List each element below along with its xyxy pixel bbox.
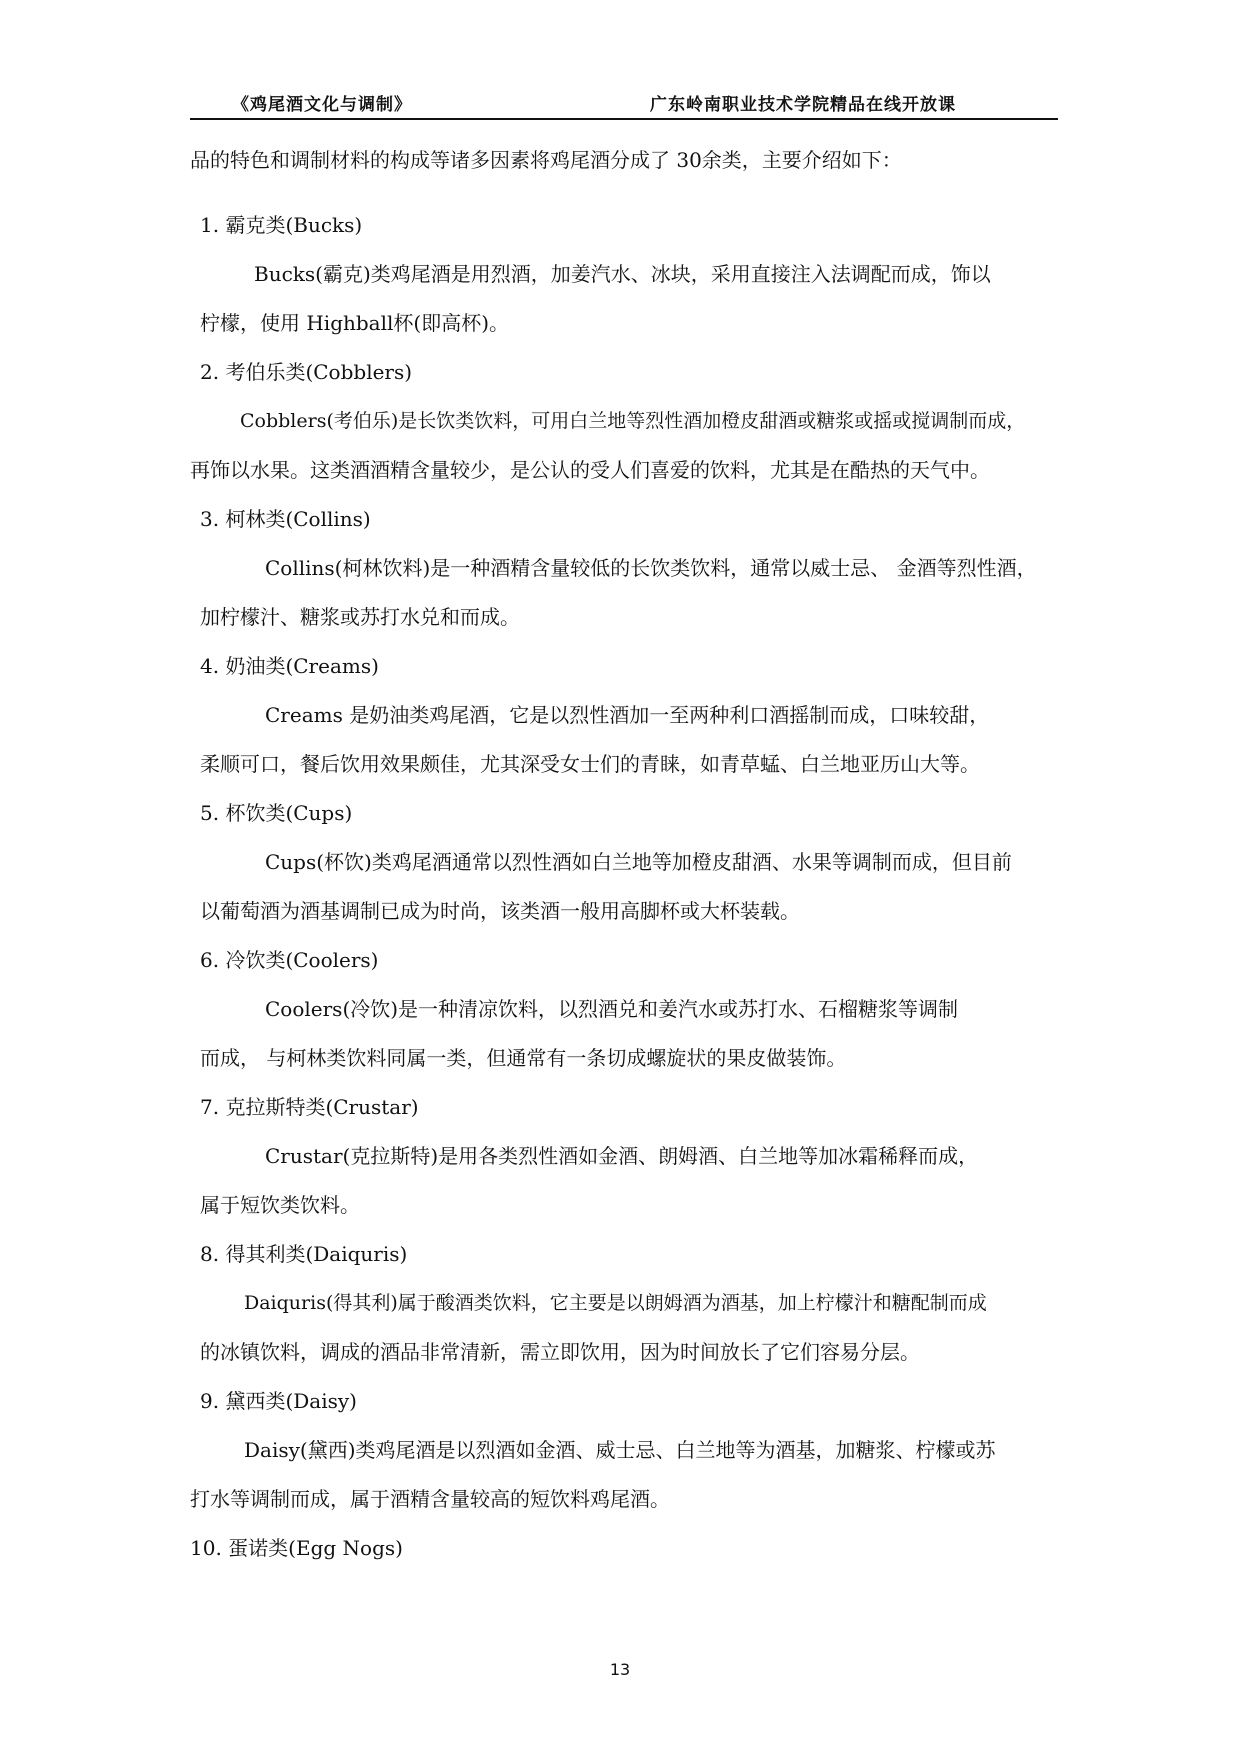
body-line: Collins(柯林饮料)是一种酒精含量较低的长饮类饮料，通常以威士忌、 金酒等烈性酒， (265, 556, 1037, 580)
body-line: 属于短饮类饮料。 (200, 1193, 360, 1217)
body-line: 加柠檬汁、糖浆或苏打水兑和而成。 (200, 605, 520, 629)
section-heading-bucks: 1. 霸克类(Bucks) (200, 213, 363, 237)
section-heading-cups: 5. 杯饮类(Cups) (200, 801, 353, 825)
body-line: Creams 是奶油类鸡尾酒，它是以烈性酒加一至两种利口酒摇制而成，口味较甜， (265, 703, 990, 727)
body-line: 以葡萄酒为酒基调制已成为时尚，该类酒一般用高脚杯或大杯装载。 (200, 899, 800, 923)
body-line: 柠檬，使用 Highball杯(即高杯)。 (200, 311, 510, 335)
body-line: Daisy(黛西)类鸡尾酒是以烈酒如金酒、威士忌、白兰地等为酒基，加糖浆、柠檬或苏 (244, 1438, 996, 1462)
section-heading-collins: 3. 柯林类(Collins) (200, 507, 371, 531)
body-line: 品的特色和调制材料的构成等诸多因素将鸡尾酒分成了 30余类，主要介绍如下： (190, 148, 902, 172)
body-line: 而成， 与柯林类饮料同属一类，但通常有一条切成螺旋状的果皮做装饰。 (200, 1046, 847, 1070)
section-heading-egg-nogs: 10. 蛋诺类(Egg Nogs) (190, 1536, 403, 1560)
body-line: 再饰以水果。这类酒酒精含量较少，是公认的受人们喜爱的饮料，尤其是在酷热的天气中。 (190, 458, 990, 482)
section-heading-creams: 4. 奶油类(Creams) (200, 654, 379, 678)
page-number: 13 (609, 1660, 631, 1679)
section-heading-crustar: 7. 克拉斯特类(Crustar) (200, 1095, 419, 1119)
header-institution: 广东岭南职业技术学院精品在线开放课 (650, 95, 956, 115)
page-header (190, 84, 1058, 120)
section-heading-daisy: 9. 黛西类(Daisy) (200, 1389, 357, 1413)
body-line: Daiquris(得其利)属于酸酒类饮料，它主要是以朗姆酒为酒基，加上柠檬汁和糖配制而成 (244, 1292, 987, 1314)
body-line: Bucks(霸克)类鸡尾酒是用烈酒，加姜汽水、冰块，采用直接注入法调配而成，饰以 (254, 262, 991, 286)
section-heading-cobblers: 2. 考伯乐类(Cobblers) (200, 360, 413, 384)
body-line: Cups(杯饮)类鸡尾酒通常以烈性酒如白兰地等加橙皮甜酒、水果等调制而成，但目前 (265, 850, 1012, 874)
body-line: Cobblers(考伯乐)是长饮类饮料，可用白兰地等烈性酒加橙皮甜酒或糖浆或摇或搅调制而成， (240, 410, 1026, 432)
body-line: Coolers(冷饮)是一种清凉饮料，以烈酒兑和姜汽水或苏打水、石榴糖浆等调制 (265, 997, 959, 1021)
body-line: 的冰镇饮料，调成的酒品非常清新，需立即饮用，因为时间放长了它们容易分层。 (200, 1340, 920, 1364)
section-heading-daiquris: 8. 得其利类(Daiquris) (200, 1242, 408, 1266)
body-line: 柔顺可口，餐后饮用效果颇佳，尤其深受女士们的青睐，如青草蜢、白兰地亚历山大等。 (200, 752, 980, 776)
body-line: 打水等调制而成，属于酒精含量较高的短饮料鸡尾酒。 (190, 1487, 670, 1511)
header-course-title: 《鸡尾酒文化与调制》 (232, 95, 412, 115)
section-heading-coolers: 6. 冷饮类(Coolers) (200, 948, 379, 972)
body-line: Crustar(克拉斯特)是用各类烈性酒如金酒、朗姆酒、白兰地等加冰霜稀释而成， (265, 1144, 979, 1168)
